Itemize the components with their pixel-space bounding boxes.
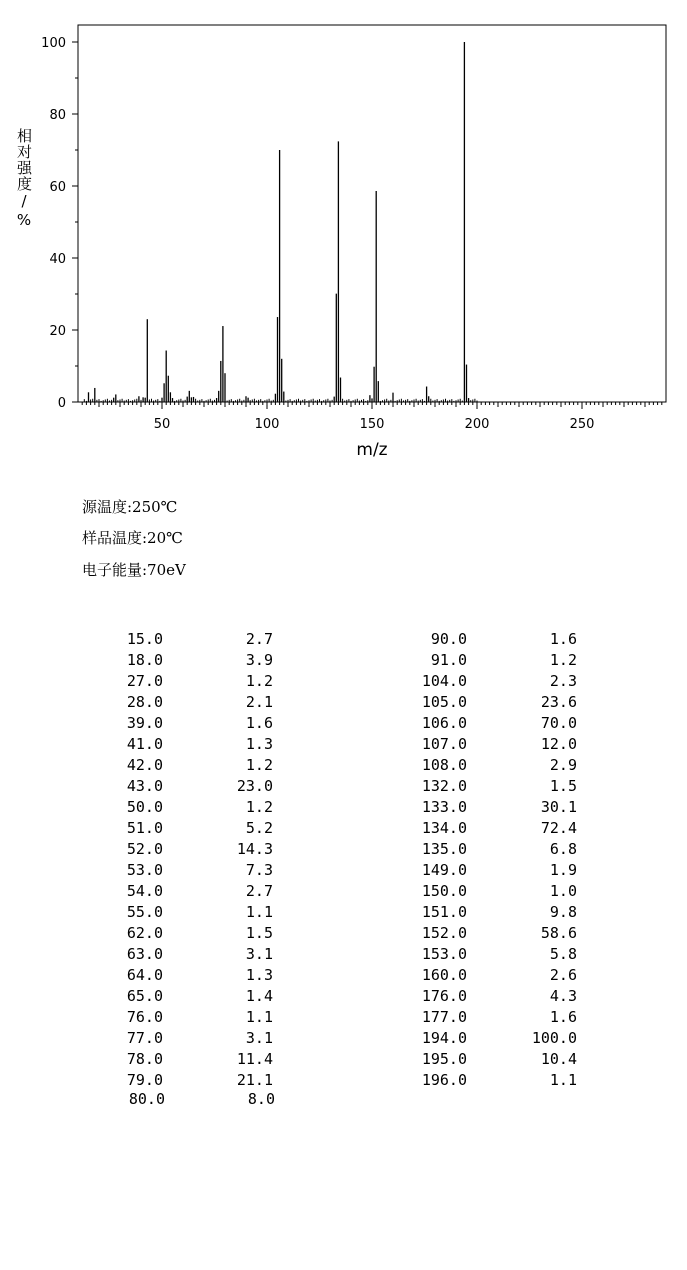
peak-mz: 18.0 xyxy=(126,651,163,669)
x-tick-label: 250 xyxy=(569,417,595,432)
peak-abundance: 14.3 xyxy=(236,840,273,858)
peak-abundance: 1.2 xyxy=(245,798,273,816)
peak-mz: 105.0 xyxy=(421,693,467,711)
table-row xyxy=(0,1007,600,1028)
table-row xyxy=(0,1049,600,1070)
peak-abundance: 58.6 xyxy=(540,924,577,942)
peak-abundance: 2.6 xyxy=(549,966,577,984)
peak-mz: 177.0 xyxy=(421,1008,467,1026)
peak-mz: 76.0 xyxy=(126,1008,163,1026)
table-row xyxy=(0,692,600,713)
peak-abundance: 23.0 xyxy=(236,777,273,795)
table-row xyxy=(0,923,600,944)
y-tick-label: 0 xyxy=(57,396,66,411)
table-row xyxy=(0,860,600,881)
peak-mz: 195.0 xyxy=(421,1050,467,1068)
table-row xyxy=(0,776,600,797)
x-axis-label: m/z xyxy=(356,440,388,460)
peak-mz: 50.0 xyxy=(126,798,163,816)
peak-mz: 134.0 xyxy=(421,819,467,837)
peak-mz: 150.0 xyxy=(421,882,467,900)
peak-mz: 133.0 xyxy=(421,798,467,816)
table-row xyxy=(0,1028,600,1049)
peak-mz: 63.0 xyxy=(126,945,163,963)
x-tick-label: 150 xyxy=(359,417,385,432)
peak-mz: 132.0 xyxy=(421,777,467,795)
peak-mz: 194.0 xyxy=(421,1029,467,1047)
peak-abundance: 70.0 xyxy=(540,714,577,732)
peak-mz: 90.0 xyxy=(430,630,467,648)
peak-abundance: 100.0 xyxy=(531,1029,577,1047)
peak-abundance: 7.3 xyxy=(245,861,273,879)
peak-abundance: 2.7 xyxy=(245,630,273,648)
table-row: 80.0 8.0 xyxy=(128,1090,275,1108)
peak-abundance: 1.3 xyxy=(245,966,273,984)
table-row xyxy=(0,986,600,1007)
peak-abundance: 1.1 xyxy=(549,1071,577,1089)
x-tick-label: 50 xyxy=(153,417,171,432)
table-row xyxy=(0,839,600,860)
peak-mz: 51.0 xyxy=(126,819,163,837)
source-temperature: 源温度:250℃ xyxy=(82,498,178,516)
peak-abundance: 12.0 xyxy=(540,735,577,753)
table-row xyxy=(0,1070,600,1091)
peak-mz: 79.0 xyxy=(126,1071,163,1089)
peak-abundance: 1.6 xyxy=(549,630,577,648)
peak-mz: 160.0 xyxy=(421,966,467,984)
peak-abundance: 3.1 xyxy=(245,945,273,963)
peak-abundance: 3.1 xyxy=(245,1029,273,1047)
peak-abundance: 1.5 xyxy=(245,924,273,942)
peak-mz: 39.0 xyxy=(126,714,163,732)
peak-abundance: 3.9 xyxy=(245,651,273,669)
peak-mz: 52.0 xyxy=(126,840,163,858)
table-row xyxy=(0,755,600,776)
peak-abundance: 2.1 xyxy=(245,693,273,711)
peak-table-extra xyxy=(0,1089,320,1110)
x-tick-label: 200 xyxy=(464,417,490,432)
peak-mz: 153.0 xyxy=(421,945,467,963)
peak-abundance: 4.3 xyxy=(549,987,577,1005)
table-row xyxy=(0,902,600,923)
peak-mz: 151.0 xyxy=(421,903,467,921)
mass-spectrum-chart xyxy=(0,0,687,470)
peak-abundance: 10.4 xyxy=(540,1050,577,1068)
peak-mz: 91.0 xyxy=(430,651,467,669)
y-tick-label: 60 xyxy=(49,180,66,195)
peak-abundance: 2.9 xyxy=(549,756,577,774)
peak-mz: 135.0 xyxy=(421,840,467,858)
peak-abundance: 1.4 xyxy=(245,987,273,1005)
peak-mz: 62.0 xyxy=(126,924,163,942)
peak-abundance: 1.1 xyxy=(245,1008,273,1026)
peak-mz: 43.0 xyxy=(126,777,163,795)
peak-abundance: 1.0 xyxy=(549,882,577,900)
peak-mz: 107.0 xyxy=(421,735,467,753)
peak-mz: 196.0 xyxy=(421,1071,467,1089)
peak-mz: 108.0 xyxy=(421,756,467,774)
spectrum-peaks xyxy=(89,42,469,402)
peak-abundance: 1.5 xyxy=(549,777,577,795)
peak-abundance: 2.7 xyxy=(245,882,273,900)
x-tick-label: 100 xyxy=(254,417,280,432)
peak-mz: 15.0 xyxy=(126,630,163,648)
table-row xyxy=(0,797,600,818)
table-row xyxy=(0,629,600,650)
peak-table-right xyxy=(0,629,600,1091)
peak-abundance: 1.2 xyxy=(245,756,273,774)
y-axis-label: 相对强度/% xyxy=(15,128,33,230)
peak-abundance: 72.4 xyxy=(540,819,577,837)
peak-mz: 149.0 xyxy=(421,861,467,879)
table-row xyxy=(0,944,600,965)
peak-mz: 176.0 xyxy=(421,987,467,1005)
table-row xyxy=(0,713,600,734)
table-row xyxy=(0,965,600,986)
y-axis xyxy=(41,36,78,411)
sample-temperature: 样品温度:20℃ xyxy=(82,529,183,547)
y-tick-label: 20 xyxy=(49,324,66,339)
peak-mz: 64.0 xyxy=(126,966,163,984)
peak-abundance: 1.1 xyxy=(245,903,273,921)
table-row xyxy=(0,671,600,692)
peak-mz: 78.0 xyxy=(126,1050,163,1068)
peak-abundance: 23.6 xyxy=(540,693,577,711)
table-row xyxy=(0,881,600,902)
peak-abundance: 1.2 xyxy=(549,651,577,669)
peak-mz: 42.0 xyxy=(126,756,163,774)
plot-frame xyxy=(78,25,666,402)
peak-mz: 55.0 xyxy=(126,903,163,921)
peak-mz: 152.0 xyxy=(421,924,467,942)
peak-mz: 28.0 xyxy=(126,693,163,711)
peak-mz: 27.0 xyxy=(126,672,163,690)
y-tick-label: 80 xyxy=(49,108,66,123)
table-row xyxy=(0,734,600,755)
peak-mz: 65.0 xyxy=(126,987,163,1005)
electron-energy: 电子能量:70eV xyxy=(82,561,186,579)
peak-abundance: 21.1 xyxy=(236,1071,273,1089)
peak-abundance: 5.2 xyxy=(245,819,273,837)
peak-mz: 77.0 xyxy=(126,1029,163,1047)
peak-abundance: 11.4 xyxy=(236,1050,273,1068)
peak-abundance: 1.2 xyxy=(245,672,273,690)
peak-mz: 54.0 xyxy=(126,882,163,900)
x-axis xyxy=(82,402,662,432)
peak-mz: 104.0 xyxy=(421,672,467,690)
table-row xyxy=(0,818,600,839)
peak-abundance: 1.6 xyxy=(549,1008,577,1026)
peak-abundance: 6.8 xyxy=(549,840,577,858)
peak-abundance: 9.8 xyxy=(549,903,577,921)
peak-abundance: 2.3 xyxy=(549,672,577,690)
peak-mz: 53.0 xyxy=(126,861,163,879)
table-row xyxy=(0,650,600,671)
peak-abundance: 1.6 xyxy=(245,714,273,732)
peak-abundance: 30.1 xyxy=(540,798,577,816)
peak-mz: 106.0 xyxy=(421,714,467,732)
peak-mz: 41.0 xyxy=(126,735,163,753)
peak-abundance: 1.3 xyxy=(245,735,273,753)
peak-abundance: 1.9 xyxy=(549,861,577,879)
y-tick-label: 40 xyxy=(49,252,66,267)
y-tick-label: 100 xyxy=(41,36,66,51)
peak-abundance: 5.8 xyxy=(549,945,577,963)
